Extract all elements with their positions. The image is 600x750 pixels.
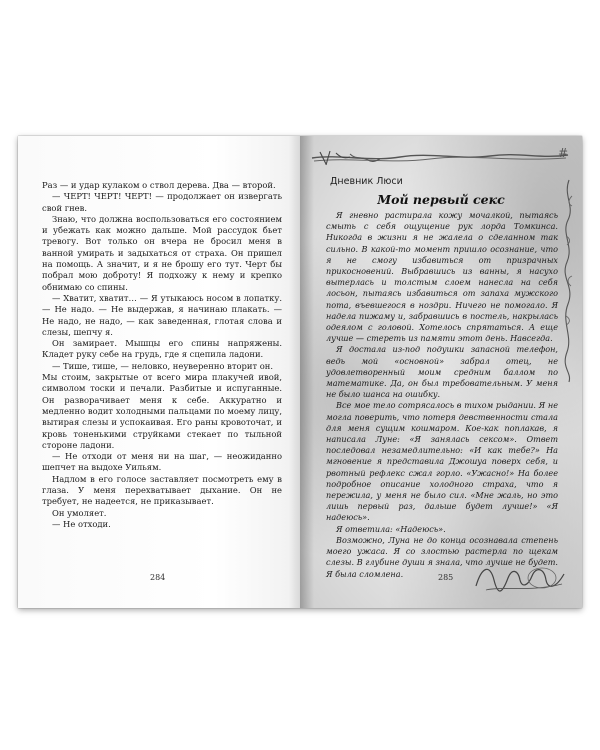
page-corner-mark: # <box>557 146 568 160</box>
diary-label: Дневник Люси <box>330 176 403 187</box>
left-paragraph: — Не отходи от меня ни на шаг, — неожиданно шепчет на выдохе Уильям. <box>42 451 282 473</box>
left-paragraph: Надлом в его голосе заставляет посмотреть ему в глаза. У меня перехватывает дыхание. Он не требует, не надеется, не приказывает. <box>42 473 282 507</box>
right-paragraph: Я гневно растирала кожу мочалкой, пытаясь смыть с себя ощущение рук лорда Томкинса. Никогда в жизни я не жалела о сделанном так сильно. В какой-то момент пришло осознание, что я не смогу избавиться от призрачных прикосновений. Выбравшись из ванны, я насухо вытерлась и толстым слоем нанесла на себя лосьон, пытаясь избавиться от запаха мужского пота, въевшегося в ноздри. Ничего не помогало. Я надела пижаму и, забравшись в постель, накрылась одеялом с головой. Хотелось спрятаться. А еще лучше — стереть из памяти этот день. Навсегда. <box>326 210 558 344</box>
left-page-text <box>42 180 282 530</box>
page-number-left: 284 <box>150 573 166 582</box>
scribble-strikethrough-icon <box>310 148 572 168</box>
right-paragraph: Я ответила: «Надеюсь». <box>336 523 446 534</box>
chapter-title: Мой первый секс <box>377 192 505 207</box>
left-paragraph: Он замирает. Мышцы его спины напряжены. Кладет руку себе на грудь, где я сцепила ладони. <box>42 338 282 360</box>
left-paragraph: — Не отходи. <box>52 518 111 529</box>
right-paragraph: Я достала из-под подушки запасной телефон, ведь мой «основной» забрал отец, не удовлетворенный моим средним баллом по математике. Да, он был требовательным. У меня не было шанса на ошибку. <box>326 344 558 400</box>
left-paragraph: Раз — и удар кулаком о ствол дерева. Два — второй. <box>42 180 276 190</box>
left-paragraph: — ЧЕРТ! ЧЕРТ! ЧЕРТ! — продолжает он извергать свой гнев. <box>42 191 282 213</box>
right-paragraph: Все мое тело сотрясалось в тихом рыдании. Я не могла поверить, что потеря девственности стала для меня сущим кошмаром. Кое-как поплакав, я написала Луне: «Я занялась сексом». Ответ последовал незамедлительно: «И как тебе?» На мгновение я представила Джошуа поверх себя, и рвотный рефлекс сжал горло. «Ужасно!» На более подробное описание холодного страха, что я пережила, у меня не было сил. «Мне жаль, но это лишь первый раз, дальше будет лучше!» «Я надеюсь». <box>326 400 558 523</box>
left-page <box>18 136 300 608</box>
handwritten-scribble-icon <box>560 176 578 386</box>
left-paragraph: Мы стоим, закрытые от всего мира плакучей ивой, символом тоски и печали. Разбитые и испуганные. Он разворачивает меня к себе. Аккуратно и медленно водит холодными пальцами по моему лицу, вытирая слезы и успокаивая. Его раны кровоточат, и кровь тоненькими струйками стекает по тыльной стороне ладони. <box>42 372 282 450</box>
signature-icon <box>472 556 568 598</box>
page-number-right: 285 <box>438 573 454 582</box>
left-paragraph: — Тише, тише, — неловко, неуверенно вторит он. <box>52 360 274 371</box>
left-paragraph: Знаю, что должна воспользоваться его состоянием и убежать как можно дальше. Мой рассудок бьет тревогу. Вот только он вчера не бросил меня в ванной умирать и задыхаться от страха. Он пришел на помощь. А значит, и я не брошу его тут. Черт бы побрал мою доброту! Я подхожу к нему и крепко обнимаю со спины. <box>42 213 282 292</box>
left-paragraph: Он умоляет. <box>52 507 107 518</box>
left-paragraph: — Хватит, хватит… — Я утыкаюсь носом в лопатку. — Не надо. — Не выдержав, я начинаю плакать. — Не надо, не надо, — как заведенная, глотая слова и слезы, шепчу я. <box>42 292 282 337</box>
book-spread <box>18 136 582 608</box>
right-page <box>300 136 582 608</box>
right-page-text <box>326 210 558 580</box>
right-paragraph: Возможно, Луна не до конца осознавала степень моего ужаса. Я со злостью растерла по щекам слезы. В глубине души я знала, что лучше не будет. Я была сломлена. <box>326 534 558 579</box>
